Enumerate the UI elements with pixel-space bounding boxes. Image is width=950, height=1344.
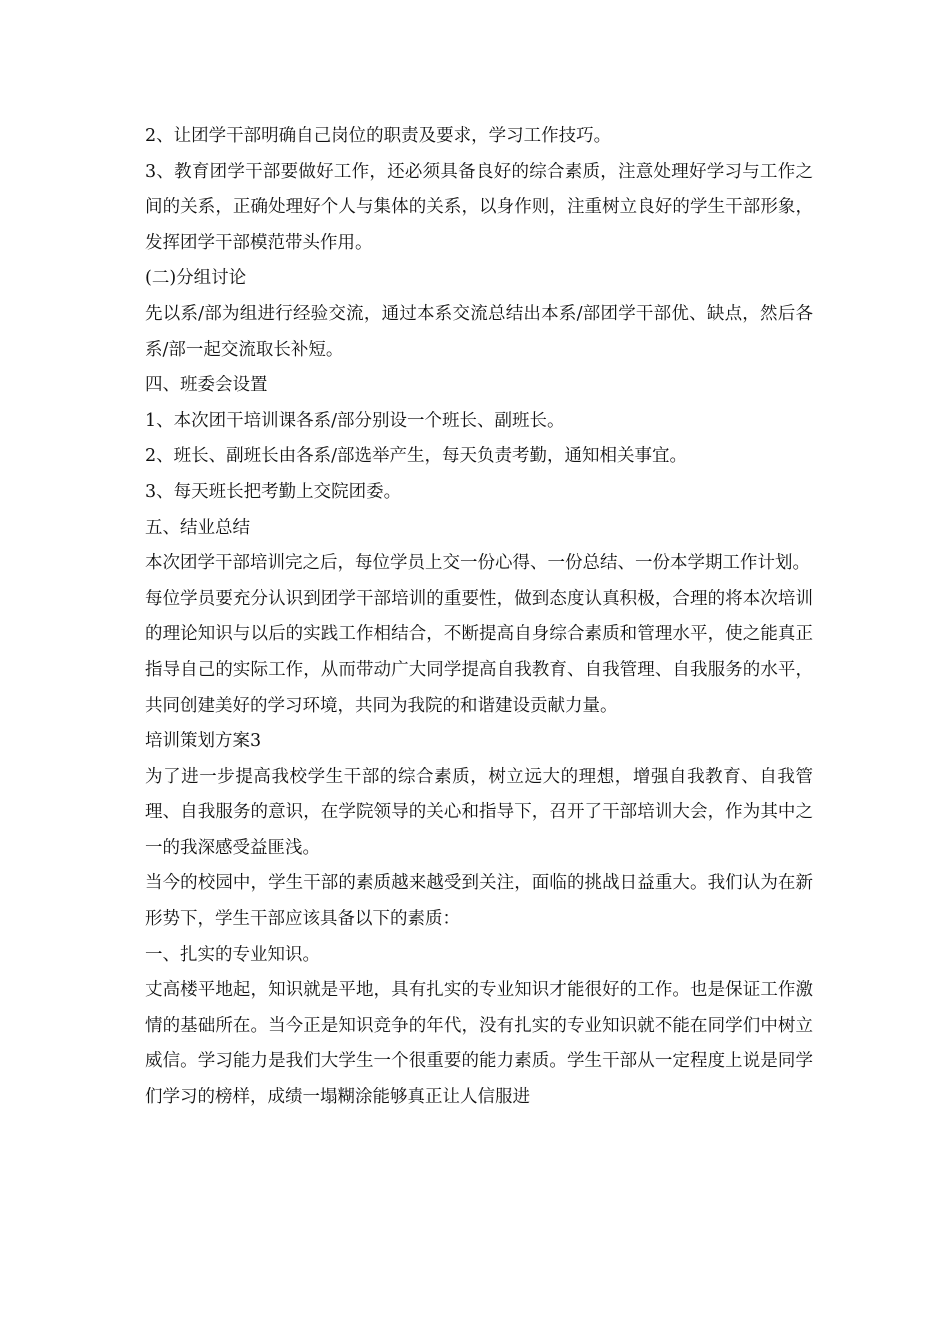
section-heading: 一、扎实的专业知识。 xyxy=(145,944,320,965)
paragraph: 为了进一步提高我校学生干部的综合素质，树立远大的理想，增强自我教育、自我管理、自我服务的意识，在学院领导的关心和指导下，召开了干部培训大会，作为其中之一的我深感受益匪浅。 xyxy=(145,766,813,858)
section-heading: 五、结业总结 xyxy=(145,517,250,538)
paragraph: 1、本次团干培训课各系/部分别设一个班长、副班长。 xyxy=(145,410,565,431)
paragraph: 丈高楼平地起，知识就是平地，具有扎实的专业知识才能很好的工作。也是保证工作激情的基础所在。当今正是知识竞争的年代，没有扎实的专业知识就不能在同学们中树立威信。学习能力是我们大学生一个很重要的能力素质。学生干部从一定程度上说是同学们学习的榜样，成绩一塌糊涂能够真正让人信服进 xyxy=(145,980,813,1108)
section-heading: 四、班委会设置 xyxy=(145,375,268,396)
section-heading: 培训策划方案3 xyxy=(145,731,262,752)
paragraph: 本次团学干部培训完之后，每位学员上交一份心得、一份总结、一份本学期工作计划。 xyxy=(145,553,810,574)
document-body xyxy=(145,119,813,1116)
section-heading: (二)分组讨论 xyxy=(145,268,247,289)
paragraph: 每位学员要充分认识到团学干部培训的重要性，做到态度认真积极，合理的将本次培训的理论知识与以后的实践工作相结合，不断提高自身综合素质和管理水平，使之能真正指导自己的实际工作，从而带动广大同学提高自我教育、自我管理、自我服务的水平，共同创建美好的学习环境，共同为我院的和谐建设贡献力量。 xyxy=(145,588,813,716)
paragraph: 2、班长、副班长由各系/部选举产生，每天负责考勤，通知相关事宜。 xyxy=(145,446,688,467)
paragraph: 先以系/部为组进行经验交流，通过本系交流总结出本系/部团学干部优、缺点，然后各系/部一起交流取长补短。 xyxy=(145,303,813,360)
paragraph: 2、让团学干部明确自己岗位的职责及要求，学习工作技巧。 xyxy=(145,126,612,146)
paragraph: 3、教育团学干部要做好工作，还必须具备良好的综合素质，注意处理好学习与工作之间的关系，正确处理好个人与集体的关系，以身作则，注重树立良好的学生干部形象，发挥团学干部模范带头作用。 xyxy=(145,161,813,253)
paragraph: 当今的校园中，学生干部的素质越来越受到关注，面临的挑战日益重大。我们认为在新形势下，学生干部应该具备以下的素质： xyxy=(145,873,813,930)
paragraph: 3、每天班长把考勤上交院团委。 xyxy=(145,481,402,502)
